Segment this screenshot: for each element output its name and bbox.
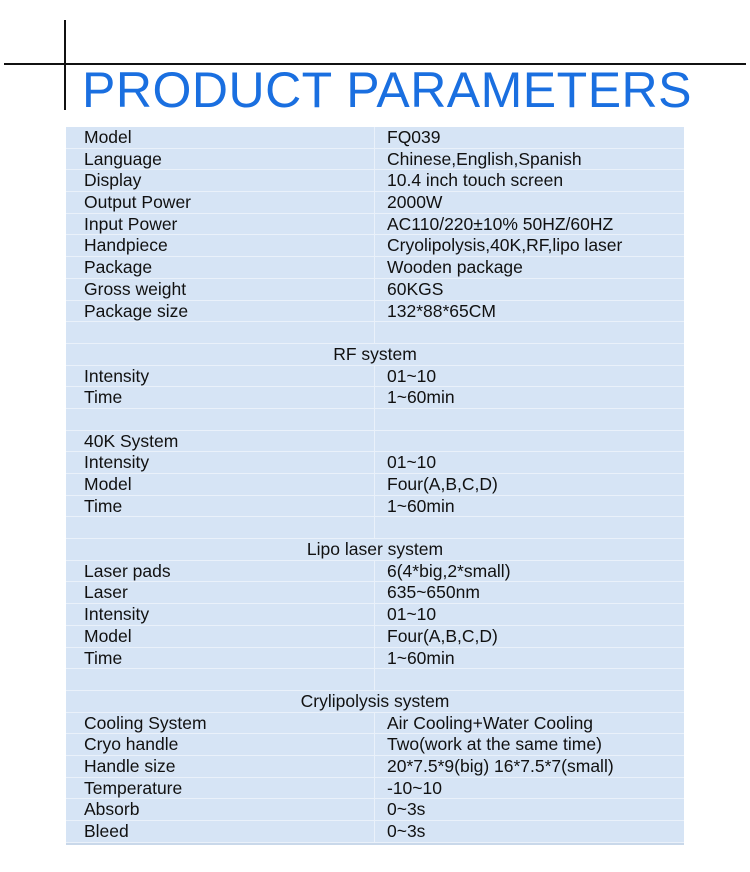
table-row — [66, 604, 684, 626]
table-row — [66, 257, 684, 279]
parameter-value: 60KGS — [387, 278, 444, 299]
parameter-label — [66, 322, 375, 343]
parameter-value — [375, 669, 684, 690]
parameter-label: Handpiece — [66, 235, 375, 256]
parameter-value: -10~10 — [387, 777, 442, 798]
parameter-label: Package size — [66, 301, 375, 322]
section-title: Crylipolysis system — [300, 690, 450, 711]
parameter-label: Output Power — [66, 192, 375, 213]
parameters-table — [66, 127, 684, 845]
parameter-value: AC110/220±10% 50HZ/60HZ — [387, 213, 614, 234]
blank-row — [66, 409, 684, 431]
parameter-value: 01~10 — [387, 604, 437, 625]
table-row — [66, 821, 684, 843]
blank-row — [66, 517, 684, 539]
table-row — [66, 279, 684, 301]
parameter-label — [66, 517, 375, 538]
table-row — [66, 387, 684, 409]
parameter-value: Wooden package — [387, 257, 523, 278]
parameter-value: 1~60min — [387, 495, 455, 516]
parameter-value: 20*7.5*9(big) 16*7.5*7(small) — [387, 755, 614, 776]
parameter-label: Laser — [66, 582, 375, 603]
parameter-value: 1~60min — [387, 647, 455, 668]
table-row — [66, 713, 684, 735]
parameter-label: Time — [66, 387, 375, 408]
table-row — [66, 366, 684, 388]
section-title: RF system — [333, 343, 417, 364]
blank-row — [66, 669, 684, 691]
parameter-value: 635~650nm — [387, 582, 480, 603]
parameter-label — [66, 409, 375, 430]
parameter-value: 01~10 — [387, 452, 437, 473]
table-row — [66, 214, 684, 236]
section-header-row — [66, 539, 684, 561]
parameter-value: Four(A,B,C,D) — [387, 474, 498, 494]
parameter-label: Handle size — [66, 756, 375, 777]
table-row — [66, 301, 684, 323]
parameter-value: Cryolipolysis,40K,RF,lipo laser — [387, 235, 623, 256]
table-row — [66, 648, 684, 670]
parameter-value — [375, 322, 684, 343]
parameter-label: Model — [66, 127, 375, 148]
table-row — [66, 149, 684, 171]
table-row — [66, 561, 684, 583]
section-header-row — [66, 344, 684, 366]
table-row — [66, 192, 684, 214]
parameter-value: FQ039 — [387, 127, 441, 147]
parameter-label: Model — [66, 474, 375, 495]
parameter-label: Model — [66, 626, 375, 647]
table-row — [66, 799, 684, 821]
table-row — [66, 756, 684, 778]
parameter-label: Temperature — [66, 778, 375, 799]
parameter-value — [375, 431, 684, 452]
parameter-value: 0~3s — [387, 821, 426, 841]
table-row — [66, 127, 684, 149]
parameter-value: Four(A,B,C,D) — [387, 625, 498, 646]
blank-row — [66, 322, 684, 344]
table-row — [66, 235, 684, 257]
table-row — [66, 734, 684, 756]
table-row — [66, 431, 684, 453]
parameter-value: 01~10 — [387, 365, 437, 386]
parameter-value: 1~60min — [387, 387, 455, 408]
parameter-value: Two(work at the same time) — [387, 734, 602, 755]
parameter-value: Chinese,English,Spanish — [387, 148, 582, 169]
page-title: PRODUCT PARAMETERS — [82, 62, 693, 118]
parameter-label: Input Power — [66, 214, 375, 235]
section-header-row — [66, 691, 684, 713]
parameter-value: 6(4*big,2*small) — [387, 560, 511, 581]
parameter-value: Air Cooling+Water Cooling — [387, 712, 594, 733]
parameter-label: Cooling System — [66, 713, 375, 734]
parameter-label: Gross weight — [66, 279, 375, 300]
table-row — [66, 170, 684, 192]
parameter-label: Time — [66, 648, 375, 669]
parameter-value: 2000W — [387, 192, 443, 213]
parameter-value: 10.4 inch touch screen — [387, 170, 564, 191]
parameter-label — [66, 669, 375, 690]
vertical-rule — [64, 20, 66, 110]
parameter-label: Bleed — [66, 821, 375, 842]
parameter-label: Package — [66, 257, 375, 278]
parameter-label: Intensity — [66, 452, 375, 473]
parameter-label: Intensity — [66, 604, 375, 625]
parameter-value: 0~3s — [387, 799, 426, 820]
parameter-label: Laser pads — [66, 561, 375, 582]
parameter-label: Time — [66, 496, 375, 517]
table-row — [66, 626, 684, 648]
parameter-label: 40K System — [66, 431, 375, 452]
table-row — [66, 582, 684, 604]
parameter-label: Cryo handle — [66, 734, 375, 755]
table-row — [66, 496, 684, 518]
parameter-value — [375, 409, 684, 430]
section-title: Lipo laser system — [306, 539, 444, 560]
parameter-label: Intensity — [66, 366, 375, 387]
parameter-value — [375, 517, 684, 538]
parameter-label: Language — [66, 149, 375, 170]
table-row — [66, 778, 684, 800]
parameter-value: 132*88*65CM — [387, 300, 496, 321]
table-row — [66, 474, 684, 496]
table-row — [66, 452, 684, 474]
parameter-label: Absorb — [66, 799, 375, 820]
parameter-label: Display — [66, 170, 375, 191]
table-bottom-border — [66, 843, 684, 845]
